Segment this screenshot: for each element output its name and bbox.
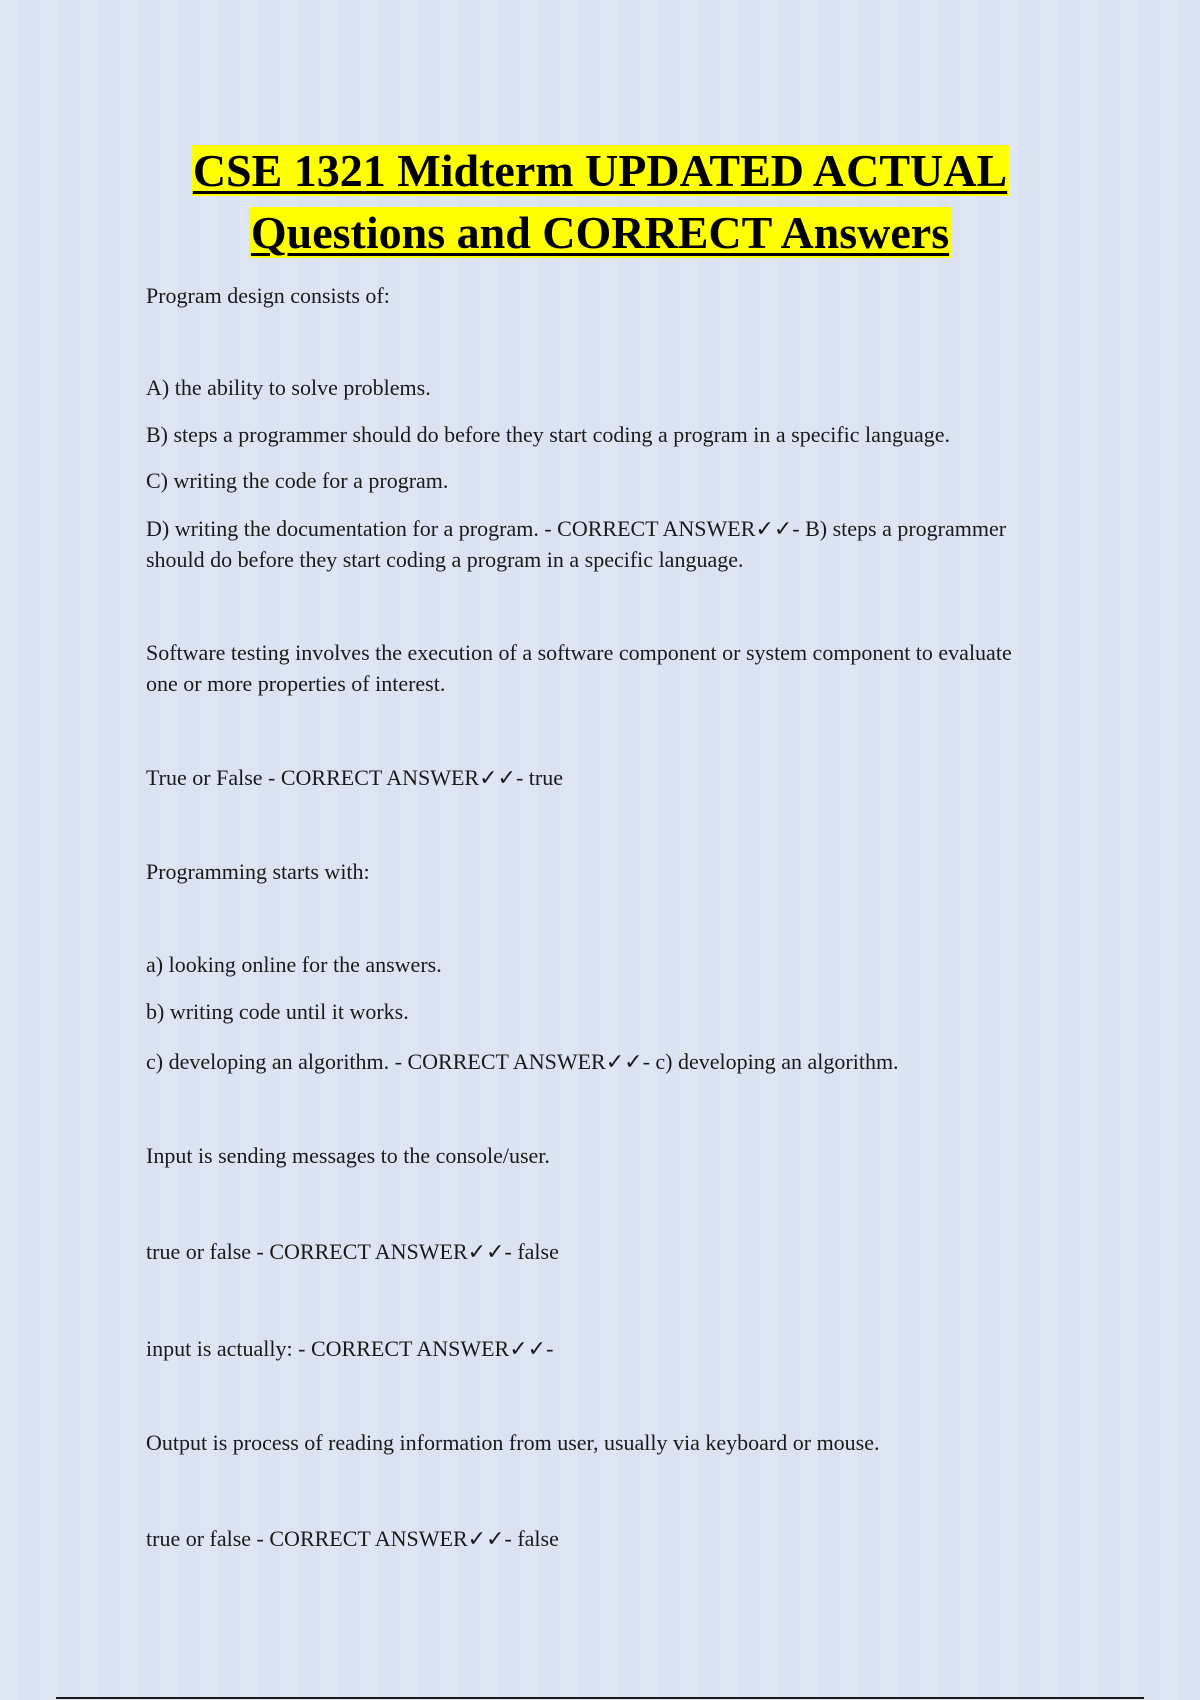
question-3-option-b: b) writing code until it works. [146, 999, 409, 1024]
question-3-prompt: Programming starts with: [146, 859, 370, 884]
title-line-1: CSE 1321 Midterm UPDATED ACTUAL [192, 145, 1008, 196]
question-1-option-a: A) the ability to solve problems. [146, 375, 431, 400]
question-6-prompt: Output is process of reading information from user, usually via keyboard or mouse. [146, 1430, 880, 1455]
question-1-option-c: C) writing the code for a program. [146, 468, 449, 493]
title-line-2: Questions and CORRECT Answers [250, 207, 950, 258]
question-2-prompt: Software testing involves the execution of a software component or system component to evaluate one or more properties of interest. [146, 640, 1012, 696]
page-bottom-rule [56, 1697, 1144, 1699]
question-4-answer: true or false - CORRECT ANSWER✓✓- false [146, 1239, 559, 1264]
question-1-option-b: B) steps a programmer should do before they start coding a program in a specific language. [146, 422, 950, 447]
question-6-answer: true or false - CORRECT ANSWER✓✓- false [146, 1526, 559, 1551]
question-5-answer: input is actually: - CORRECT ANSWER✓✓- [146, 1336, 554, 1361]
question-3-option-a: a) looking online for the answers. [146, 952, 442, 977]
question-2-answer: True or False - CORRECT ANSWER✓✓- true [146, 765, 563, 790]
question-1-option-d-answer: D) writing the documentation for a program. - CORRECT ANSWER✓✓- B) steps a programmer should do before they start coding a program in a specific language. [146, 516, 1007, 572]
question-1-prompt: Program design consists of: [146, 283, 390, 308]
question-3-option-c-answer: c) developing an algorithm. - CORRECT ANSWER✓✓- c) developing an algorithm. [146, 1049, 899, 1074]
question-4-prompt: Input is sending messages to the console/user. [146, 1143, 550, 1168]
document-title [0, 140, 1200, 264]
